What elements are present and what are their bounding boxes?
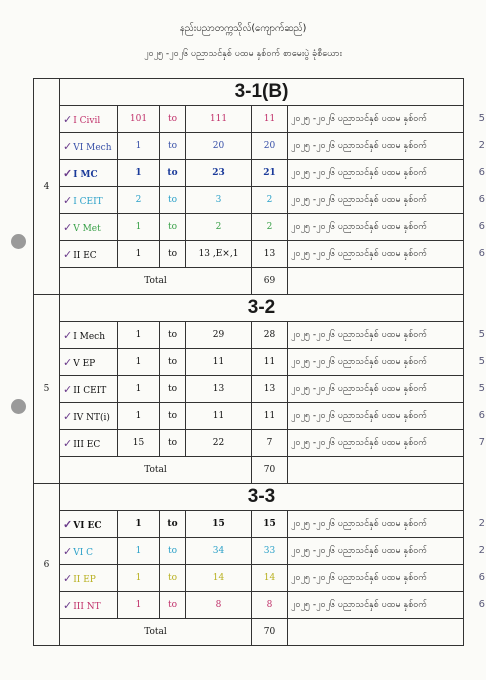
student-count: 2	[252, 187, 288, 214]
total-empty-cell	[288, 457, 464, 484]
handwritten-mark: 6	[478, 220, 485, 232]
exam-label: ၂၀၂၅ -၂၀၂၆ ပညာသင်နှစ် ပထမ နှစ်ဝက်	[291, 410, 428, 421]
to-label: to	[160, 511, 186, 538]
exam-label-cell	[288, 241, 485, 268]
section-title: 3-3	[60, 484, 464, 511]
exam-label-cell	[288, 376, 485, 403]
handwritten-mark: 6	[478, 166, 485, 178]
roll-to: 34	[186, 538, 252, 565]
exam-label: ၂၀၂၅ -၂၀၂၆ ပညာသင်နှစ် ပထမ နှစ်ဝက်	[291, 356, 428, 367]
student-count: 7	[252, 430, 288, 457]
table-row	[34, 565, 464, 592]
to-label: to	[160, 241, 186, 268]
check-mark-icon: ✓	[63, 220, 73, 234]
handwritten-mark: 6	[478, 247, 485, 259]
exam-label: ၂၀၂၅ -၂၀၂၆ ပညာသင်နှစ် ပထမ နှစ်ဝက်	[291, 437, 428, 448]
roll-to: 22	[186, 430, 252, 457]
table-row	[34, 349, 464, 376]
student-count: 21	[252, 160, 288, 187]
to-label: to	[160, 133, 186, 160]
header-subtitle: ၂၀၂၅ -၂၀၂၆ ပညာသင်နှစ် ပထမ နှစ်ဝက် စာမေးပွဲ ခုံစီယေား	[144, 49, 342, 59]
roll-from: 1	[118, 511, 160, 538]
exam-label-cell	[288, 133, 485, 160]
handwritten-mark: 5	[478, 112, 485, 124]
student-count: 13	[252, 241, 288, 268]
to-label: to	[160, 160, 186, 187]
check-mark-icon: ✓	[63, 517, 73, 531]
class-name-cell	[60, 403, 118, 430]
class-name: II EC	[73, 250, 97, 261]
table-row	[34, 187, 464, 214]
class-name-cell	[60, 322, 118, 349]
class-name: IV NT(i)	[73, 412, 110, 423]
exam-label-cell	[288, 322, 485, 349]
roll-from: 1	[118, 565, 160, 592]
total-label: Total	[60, 268, 252, 295]
table-row	[34, 430, 464, 457]
roll-to: 111	[186, 106, 252, 133]
exam-label: ၂၀၂၅ -၂၀၂၆ ပညာသင်နှစ် ပထမ နှစ်ဝက်	[291, 221, 428, 232]
punch-hole	[11, 399, 26, 414]
student-count: 33	[252, 538, 288, 565]
exam-label-cell	[288, 106, 485, 133]
table-row	[34, 376, 464, 403]
roll-from: 1	[118, 349, 160, 376]
class-name: III EC	[73, 439, 101, 450]
roll-from: 15	[118, 430, 160, 457]
roll-to: 8	[186, 592, 252, 619]
class-name: I Mech	[73, 331, 106, 342]
to-label: to	[160, 187, 186, 214]
class-name-cell	[60, 133, 118, 160]
handwritten-mark: 5	[478, 328, 485, 340]
table-row	[34, 214, 464, 241]
exam-label-cell	[288, 349, 485, 376]
exam-label: ၂၀၂၅ -၂၀၂၆ ပညာသင်နှစ် ပထမ နှစ်ဝက်	[291, 194, 428, 205]
class-name-cell	[60, 376, 118, 403]
student-count: 14	[252, 565, 288, 592]
class-name: I CEIT	[73, 196, 103, 207]
class-name: I MC	[73, 169, 98, 180]
exam-label: ၂၀၂၅ -၂၀၂၆ ပညာသင်နှစ် ပထမ နှစ်ဝက်	[291, 248, 428, 259]
class-name-cell	[60, 214, 118, 241]
to-label: to	[160, 106, 186, 133]
exam-label-cell	[288, 592, 485, 619]
student-count: 15	[252, 511, 288, 538]
to-label: to	[160, 322, 186, 349]
exam-label: ၂၀၂၅ -၂၀၂၆ ပညာသင်နှစ် ပထမ နှစ်ဝက်	[291, 518, 428, 529]
roll-from: 1	[118, 241, 160, 268]
table-row	[34, 403, 464, 430]
exam-label: ၂၀၂၅ -၂၀၂၆ ပညာသင်နှစ် ပထမ နှစ်ဝက်	[291, 599, 428, 610]
total-label: Total	[60, 457, 252, 484]
roll-to: 13 ,E×,1	[186, 241, 252, 268]
exam-label-cell	[288, 430, 485, 457]
class-name: II EP	[73, 574, 96, 585]
seating-table	[33, 78, 485, 646]
check-mark-icon: ✓	[63, 409, 73, 423]
check-mark-icon: ✓	[63, 112, 73, 126]
exam-label: ၂၀၂၅ -၂၀၂၆ ပညာသင်နှစ် ပထမ နှစ်ဝက်	[291, 113, 428, 124]
roll-from: 1	[118, 214, 160, 241]
exam-label-cell	[288, 565, 485, 592]
student-count: 11	[252, 106, 288, 133]
to-label: to	[160, 214, 186, 241]
exam-label-cell	[288, 160, 485, 187]
exam-label: ၂၀၂၅ -၂၀၂၆ ပညာသင်နှစ် ပထမ နှစ်ဝက်	[291, 572, 428, 583]
handwritten-mark: 2	[478, 517, 485, 529]
class-name: VI EC	[73, 520, 102, 531]
roll-from: 101	[118, 106, 160, 133]
roll-from: 1	[118, 592, 160, 619]
roll-from: 1	[118, 403, 160, 430]
table-row	[34, 538, 464, 565]
student-count: 2	[252, 214, 288, 241]
class-name: I Civil	[73, 115, 101, 126]
class-name-cell	[60, 430, 118, 457]
group-number: 5	[34, 295, 60, 484]
table-row	[34, 592, 464, 619]
check-mark-icon: ✓	[63, 436, 73, 450]
exam-label: ၂၀၂၅ -၂၀၂၆ ပညာသင်နှစ် ပထမ နှစ်ဝက်	[291, 329, 428, 340]
class-name: VI C	[73, 547, 94, 558]
roll-to: 20	[186, 133, 252, 160]
class-name-cell	[60, 592, 118, 619]
handwritten-mark: 5	[478, 382, 485, 394]
handwritten-mark: 7	[478, 436, 485, 448]
handwritten-mark: 6	[478, 571, 485, 583]
section-title: 3-2	[60, 295, 464, 322]
class-name: V Met	[73, 223, 101, 234]
exam-label: ၂၀၂၅ -၂၀၂၆ ပညာသင်နှစ် ပထမ နှစ်ဝက်	[291, 167, 428, 178]
total-count: 70	[252, 457, 288, 484]
roll-to: 29	[186, 322, 252, 349]
check-mark-icon: ✓	[63, 166, 73, 180]
roll-to: 11	[186, 403, 252, 430]
roll-from: 1	[118, 538, 160, 565]
roll-to: 2	[186, 214, 252, 241]
check-mark-icon: ✓	[63, 571, 73, 585]
section-title: 3-1(B)	[60, 79, 464, 106]
check-mark-icon: ✓	[63, 598, 73, 612]
class-name-cell	[60, 106, 118, 133]
class-name-cell	[60, 187, 118, 214]
table-row	[34, 322, 464, 349]
exam-label-cell	[288, 187, 485, 214]
to-label: to	[160, 430, 186, 457]
exam-label: ၂၀၂၅ -၂၀၂၆ ပညာသင်နှစ် ပထမ နှစ်ဝက်	[291, 383, 428, 394]
roll-from: 2	[118, 187, 160, 214]
header-title: နည်းပညာတက္ကသိုလ်(ကျောက်ဆည်)	[179, 23, 307, 34]
student-count: 13	[252, 376, 288, 403]
total-count: 70	[252, 619, 288, 646]
class-name-cell	[60, 160, 118, 187]
roll-to: 11	[186, 349, 252, 376]
handwritten-mark: 2	[478, 139, 485, 151]
to-label: to	[160, 376, 186, 403]
check-mark-icon: ✓	[63, 382, 73, 396]
class-name: VI Mech	[73, 142, 112, 153]
roll-to: 23	[186, 160, 252, 187]
roll-from: 1	[118, 322, 160, 349]
class-name: V EP	[73, 358, 96, 369]
check-mark-icon: ✓	[63, 544, 73, 558]
handwritten-mark: 6	[478, 598, 485, 610]
table-row	[34, 160, 464, 187]
roll-from: 1	[118, 376, 160, 403]
roll-from: 1	[118, 160, 160, 187]
to-label: to	[160, 403, 186, 430]
student-count: 11	[252, 349, 288, 376]
class-name-cell	[60, 241, 118, 268]
check-mark-icon: ✓	[63, 355, 73, 369]
to-label: to	[160, 538, 186, 565]
roll-from: 1	[118, 133, 160, 160]
class-name-cell	[60, 538, 118, 565]
class-name-cell	[60, 511, 118, 538]
exam-label-cell	[288, 511, 485, 538]
total-label: Total	[60, 619, 252, 646]
check-mark-icon: ✓	[63, 328, 73, 342]
class-name-cell	[60, 349, 118, 376]
class-name: III NT	[73, 601, 101, 612]
total-empty-cell	[288, 268, 464, 295]
to-label: to	[160, 349, 186, 376]
check-mark-icon: ✓	[63, 193, 73, 207]
punch-hole	[11, 234, 26, 249]
roll-to: 3	[186, 187, 252, 214]
roll-to: 15	[186, 511, 252, 538]
check-mark-icon: ✓	[63, 139, 73, 153]
total-empty-cell	[288, 619, 464, 646]
exam-label-cell	[288, 214, 485, 241]
to-label: to	[160, 565, 186, 592]
to-label: to	[160, 592, 186, 619]
student-count: 8	[252, 592, 288, 619]
roll-to: 13	[186, 376, 252, 403]
student-count: 11	[252, 403, 288, 430]
handwritten-mark: 5	[478, 355, 485, 367]
table-row	[34, 106, 464, 133]
exam-label-cell	[288, 538, 485, 565]
class-name-cell	[60, 565, 118, 592]
table-row	[34, 511, 464, 538]
roll-to: 14	[186, 565, 252, 592]
exam-label: ၂၀၂၅ -၂၀၂၆ ပညာသင်နှစ် ပထမ နှစ်ဝက်	[291, 140, 428, 151]
student-count: 28	[252, 322, 288, 349]
student-count: 20	[252, 133, 288, 160]
table-row	[34, 241, 464, 268]
group-number: 4	[34, 79, 60, 295]
handwritten-mark: 6	[478, 193, 485, 205]
handwritten-mark: 6	[478, 409, 485, 421]
exam-label-cell	[288, 403, 485, 430]
group-number: 6	[34, 484, 60, 646]
total-count: 69	[252, 268, 288, 295]
exam-label: ၂၀၂၅ -၂၀၂၆ ပညာသင်နှစ် ပထမ နှစ်ဝက်	[291, 545, 428, 556]
check-mark-icon: ✓	[63, 247, 73, 261]
handwritten-mark: 2	[478, 544, 485, 556]
table-row	[34, 133, 464, 160]
class-name: II CEIT	[73, 385, 107, 396]
